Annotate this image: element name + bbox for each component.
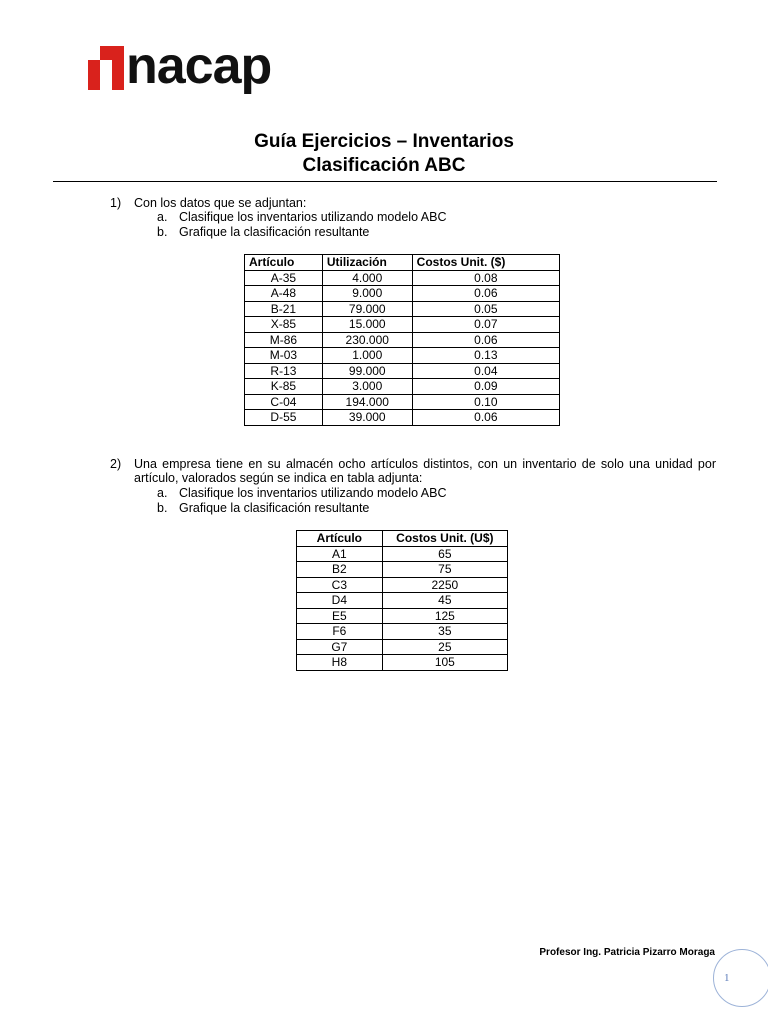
table-row: R-13 99.000 0.04 — [245, 363, 560, 379]
page-subtitle: Clasificación ABC — [302, 155, 466, 176]
col-header-utilizacion: Utilización — [322, 255, 412, 271]
col-header-articulo: Artículo — [297, 531, 383, 547]
table-row: B2 75 — [297, 562, 508, 578]
page-number-badge — [713, 949, 768, 1007]
table-row: D-55 39.000 0.06 — [245, 410, 560, 426]
table-row: M-03 1.000 0.13 — [245, 348, 560, 364]
col-header-articulo: Artículo — [245, 255, 323, 271]
question-text: Una empresa tiene en su almacén ocho artículos distintos, con un inventario de solo una unidad por artículo, valorados según se indica en tabla adjunta: — [134, 457, 716, 485]
page-number: 1 — [724, 972, 730, 984]
table-row: D4 45 — [297, 593, 508, 609]
table-row: M-86 230.000 0.06 — [245, 332, 560, 348]
table-row: K-85 3.000 0.09 — [245, 379, 560, 395]
table-row: B-21 79.000 0.05 — [245, 301, 560, 317]
table-row: C3 2250 — [297, 577, 508, 593]
table-row: A-35 4.000 0.08 — [245, 270, 560, 286]
logo-wordmark: nacap — [126, 37, 272, 95]
table-header-row — [245, 255, 560, 271]
question-text: Con los datos que se adjuntan: — [134, 196, 307, 210]
table-header-row — [297, 531, 508, 547]
table-row: A1 65 — [297, 546, 508, 562]
header-divider — [53, 181, 717, 182]
table-row: E5 125 — [297, 608, 508, 624]
table-row: X-85 15.000 0.07 — [245, 317, 560, 333]
question-number: 1) — [110, 196, 122, 210]
footer-author: Profesor Ing. Patricia Pizarro Moraga — [539, 947, 715, 958]
inventory-table-2 — [296, 530, 508, 671]
table-row: G7 25 — [297, 639, 508, 655]
table-row: A-48 9.000 0.06 — [245, 286, 560, 302]
inacap-logo-mark — [88, 46, 124, 90]
inventory-table-1 — [244, 254, 560, 426]
table-row: F6 35 — [297, 624, 508, 640]
col-header-costos: Costos Unit. (U$) — [382, 531, 507, 547]
page-title: Guía Ejercicios – Inventarios — [254, 131, 514, 152]
table-row: C-04 194.000 0.10 — [245, 394, 560, 410]
question-number: 2) — [110, 457, 122, 471]
table-row: H8 105 — [297, 655, 508, 671]
inacap-logo — [88, 37, 288, 104]
col-header-costos: Costos Unit. ($) — [412, 255, 559, 271]
